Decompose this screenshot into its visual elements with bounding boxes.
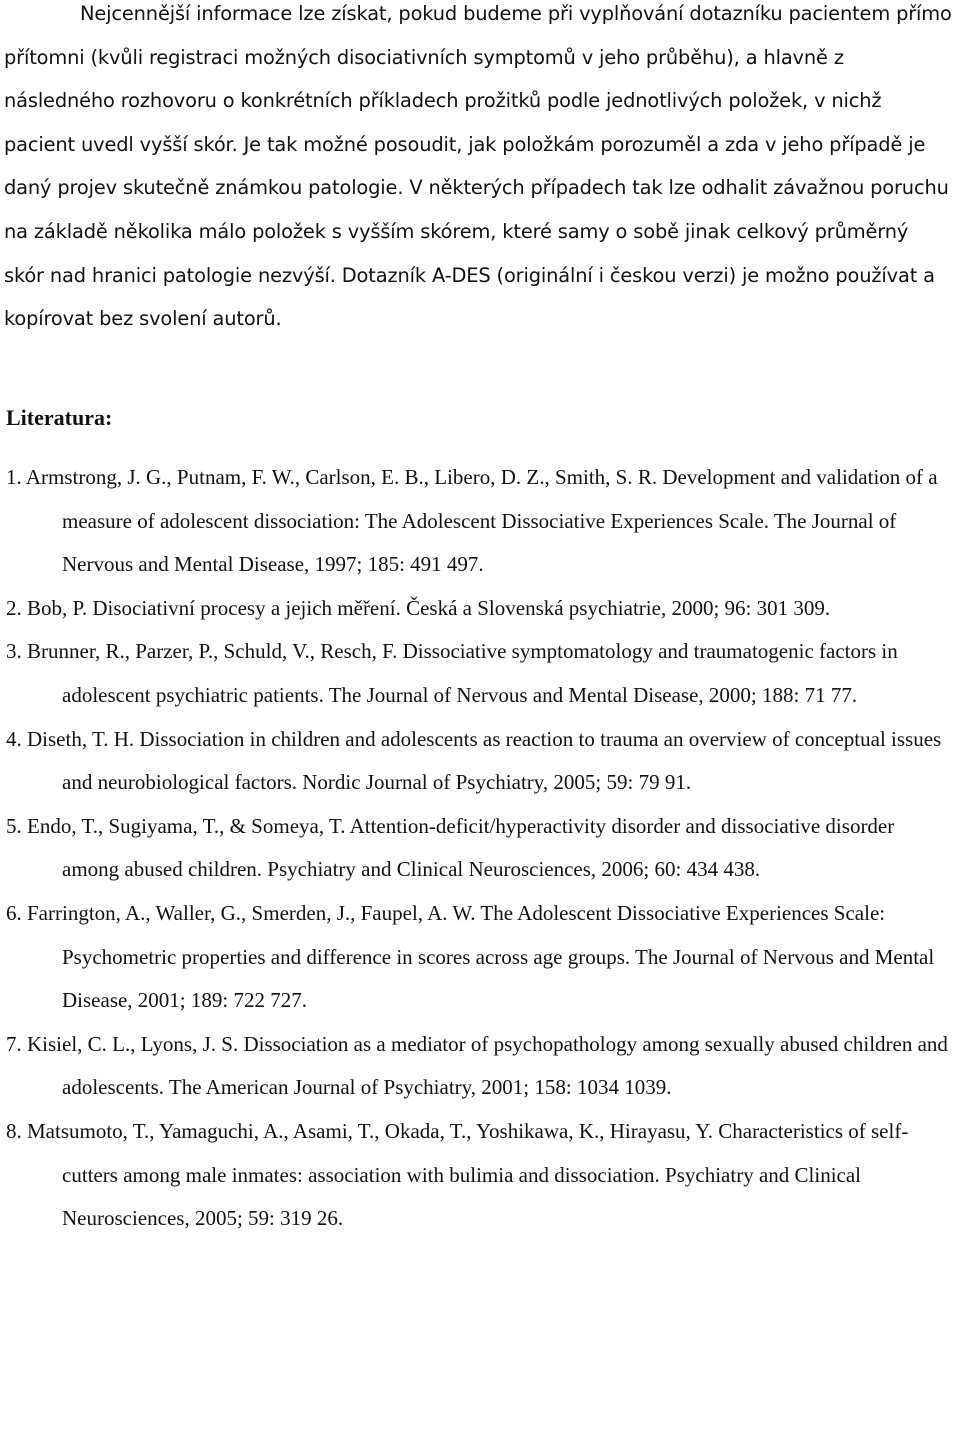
reference-text: Kisiel, C. L., Lyons, J. S. Dissociation as a mediator of psychopathology among sexually abused children and adolescents. The American Journal of Psychiatry, 2001; 158: 1034 1039. (27, 1031, 948, 1100)
reference-number: 7. (6, 1031, 27, 1056)
reference-item (6, 718, 952, 805)
reference-item (6, 587, 952, 631)
references-heading: Literatura: (6, 405, 113, 430)
reference-item (6, 805, 952, 892)
reference-text: Bob, P. Disociativní procesy a jejich měření. Česká a Slovenská psychiatrie, 2000; 96: 301 309. (27, 595, 831, 620)
reference-item (6, 892, 952, 1023)
reference-text: Diseth, T. H. Dissociation in children and adolescents as reaction to trauma an overview of conceptual issues and neurobiological factors. Nordic Journal of Psychiatry, 2005; 59: 79 91. (27, 726, 942, 795)
body-paragraph: Nejcennější informace lze získat, pokud budeme při vyplňování dotazníku pacientem přímo přítomni (kvůli registraci možných disociativních symptomů v jeho průběhu), a hlavně z následného rozhovoru o konkrétních příkladech prožitků podle jednotlivých položek, v nichž pacient uvedl vyšší skór. Je tak možné posoudit, jak položkám porozuměl a zda v jeho případě je daný projev skutečně známkou patologie. V některých případech tak lze odhalit závažnou poruchu na základě několika málo položek s vyšším skórem, které samy o sobě jinak celkový průměrný skór nad hranici patologie nezvýší. Dotazník A-DES (originální i českou verzi) je možno používat a kopírovat bez svolení autorů. (4, 2, 952, 331)
reference-number: 4. (6, 726, 27, 751)
reference-number: 1. (6, 465, 26, 489)
reference-item (6, 456, 952, 587)
reference-text: Endo, T., Sugiyama, T., & Someya, T. Attention-deficit/hyperactivity disorder and dissociative disorder among abused children. Psychiatry and Clinical Neurosciences, 2006; 60: 434 438. (27, 813, 895, 882)
reference-number: 6. (6, 900, 27, 925)
reference-item (6, 1023, 952, 1110)
reference-item (6, 1110, 952, 1241)
reference-number: 5. (6, 813, 27, 838)
reference-item (6, 630, 952, 717)
reference-list (6, 456, 952, 1241)
reference-number: 3. (6, 639, 27, 664)
reference-text: Matsumoto, T., Yamaguchi, A., Asami, T., Okada, T., Yoshikawa, K., Hirayasu, Y. Characteristics of self-cutters among male inmates: association with bulimia and dissociation. Psychiatry and Clinical Neurosciences, 2005; 59: 319 26. (27, 1118, 909, 1231)
reference-number: 8. (6, 1118, 27, 1143)
reference-text: Armstrong, J. G., Putnam, F. W., Carlson, E. B., Libero, D. Z., Smith, S. R. Development and validation of a measure of adolescent dissociation: The Adolescent Dissociative Experiences Scale. The Journal of Nervous and Mental Disease, 1997; 185: 491 497. (25, 465, 938, 577)
reference-text: Farrington, A., Waller, G., Smerden, J., Faupel, A. W. The Adolescent Dissociative Experiences Scale: Psychometric properties and difference in scores across age groups. The Journal of Nervous and Mental Disease, 2001; 189: 722 727. (27, 900, 935, 1013)
reference-number: 2. (6, 595, 27, 620)
reference-text: Brunner, R., Parzer, P., Schuld, V., Resch, F. Dissociative symptomatology and traumatogenic factors in adolescent psychiatric patients. The Journal of Nervous and Mental Disease, 2000; 188: 71 77. (27, 639, 898, 707)
